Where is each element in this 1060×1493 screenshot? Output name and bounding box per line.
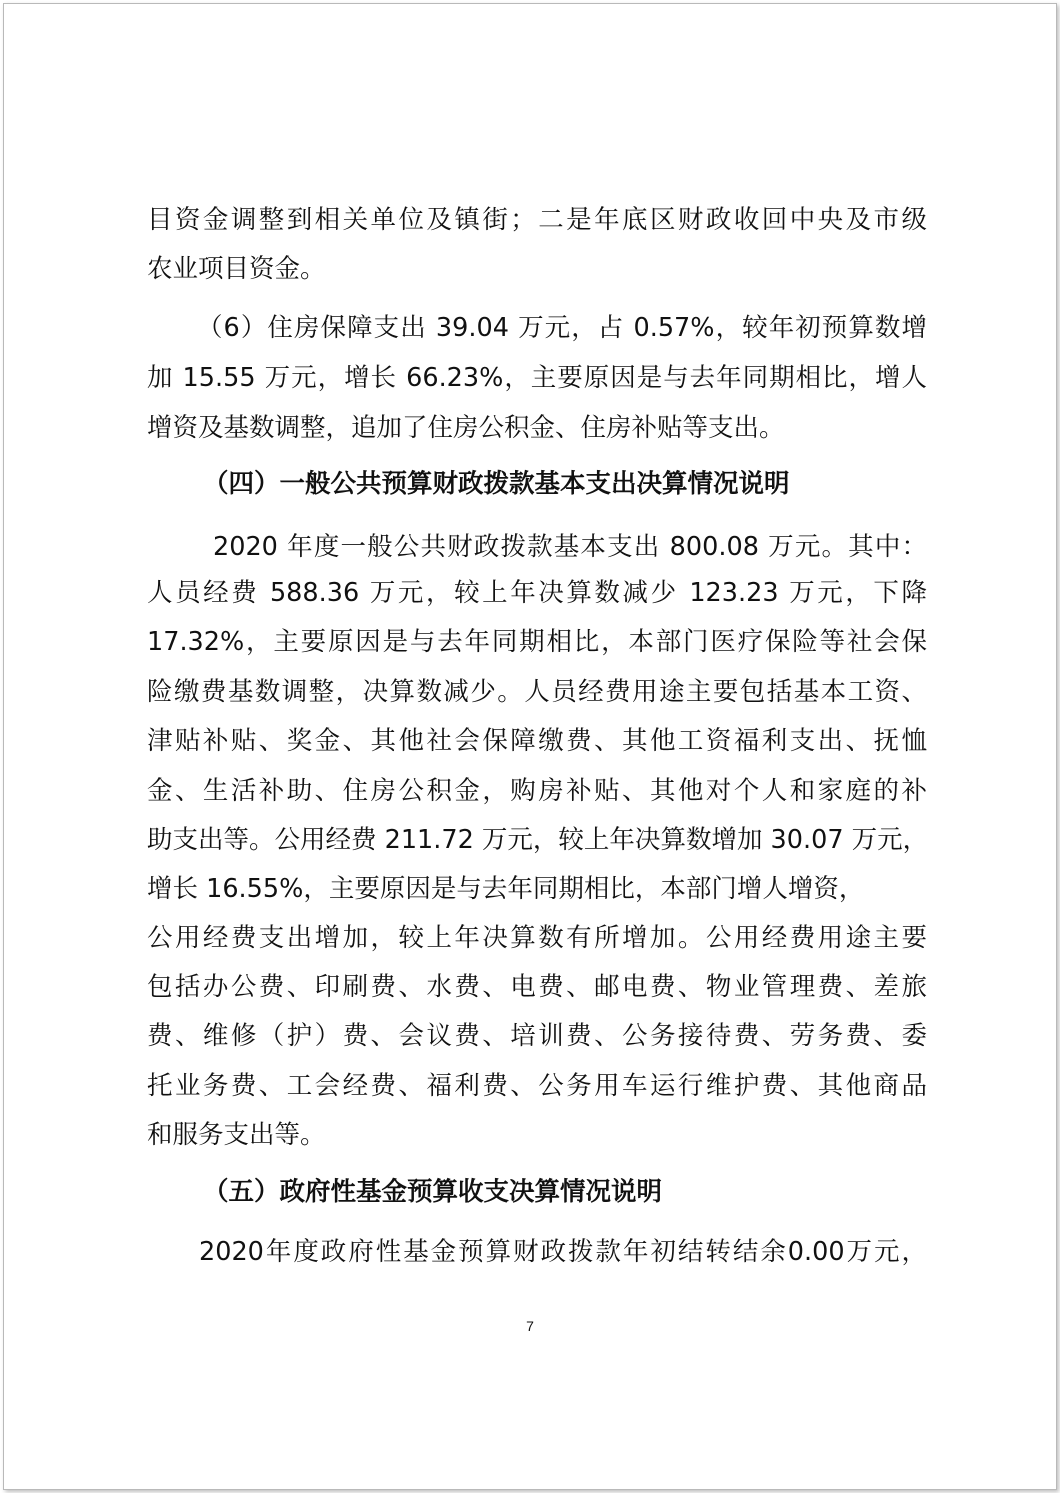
text-line: 2020年度政府性基金预算财政拨款年初结转结余0.00万元， — [199, 1237, 927, 1267]
text-line: 加 15.55 万元，增长 66.23%，主要原因是与去年同期相比，增人 — [147, 363, 927, 393]
text-line: 目资金调整到相关单位及镇街；二是年底区财政收回中央及市级 — [147, 205, 927, 235]
text-line: 增资及基数调整，追加了住房公积金、住房补贴等支出。 — [147, 413, 785, 443]
text-line: 公用经费支出增加，较上年决算数有所增加。公用经费用途主要 — [147, 923, 927, 953]
text-line: 和服务支出等。 — [147, 1120, 326, 1150]
text-line: 17.32%，主要原因是与去年同期相比，本部门医疗保险等社会保 — [147, 627, 927, 657]
text-line: 农业项目资金。 — [147, 254, 326, 284]
section-heading: （四）一般公共预算财政拨款基本支出决算情况说明 — [203, 469, 790, 499]
text-line: 增长 16.55%，主要原因是与去年同期相比，本部门增人增资， — [147, 874, 865, 904]
text-line: 助支出等。公用经费 211.72 万元，较上年决算数增加 30.07 万元， — [147, 825, 929, 855]
text-line: 金、生活补助、住房公积金，购房补贴、其他对个人和家庭的补 — [147, 776, 927, 806]
text-line: 2020 年度一般公共财政拨款基本支出 800.08 万元。其中： — [213, 532, 927, 562]
text-line: 津贴补贴、奖金、其他社会保障缴费、其他工资福利支出、抚恤 — [147, 726, 927, 756]
text-line: （6）住房保障支出 39.04 万元，占 0.57%，较年初预算数增 — [197, 313, 927, 343]
text-line: 险缴费基数调整，决算数减少。人员经费用途主要包括基本工资、 — [147, 677, 927, 707]
text-line: 托业务费、工会经费、福利费、公务用车运行维护费、其他商品 — [147, 1071, 927, 1101]
section-heading: （五）政府性基金预算收支决算情况说明 — [203, 1177, 663, 1207]
text-line: 费、维修（护）费、会议费、培训费、公务接待费、劳务费、委 — [147, 1021, 927, 1051]
page-number: 7 — [526, 1318, 534, 1334]
text-line: 人员经费 588.36 万元，较上年决算数减少 123.23 万元，下降 — [147, 578, 927, 608]
text-line: 包括办公费、印刷费、水费、电费、邮电费、物业管理费、差旅 — [147, 972, 927, 1002]
